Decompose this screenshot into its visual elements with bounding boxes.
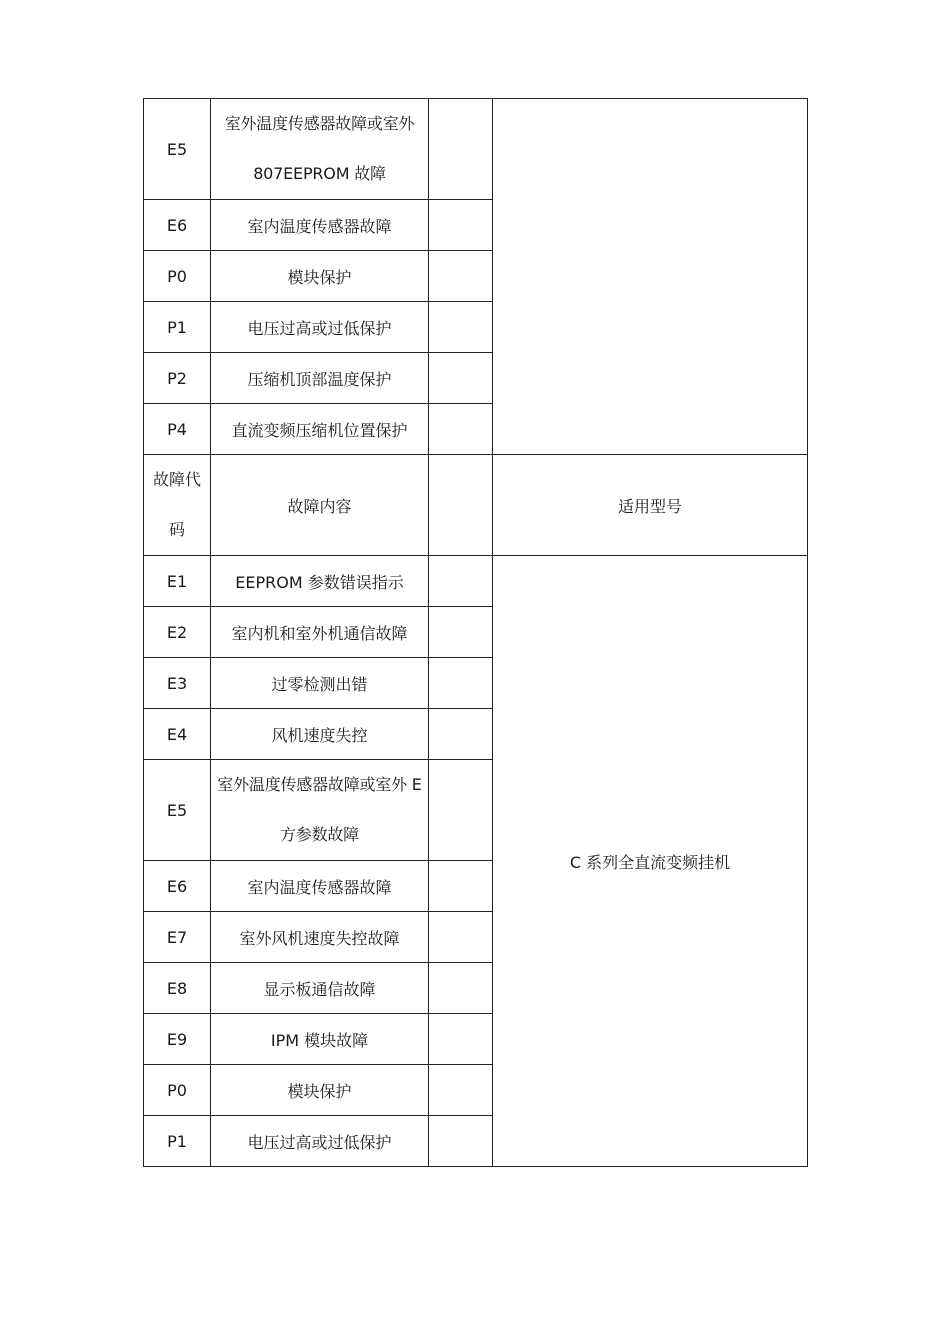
fault-content-text: 室外温度传感器故障或室外 E 方参数故障 bbox=[217, 775, 422, 844]
blank-cell bbox=[429, 353, 493, 404]
blank-cell bbox=[429, 251, 493, 302]
fault-content-cell: IPM 模块故障 bbox=[211, 1014, 429, 1065]
blank-cell bbox=[429, 556, 493, 607]
fault-content-cell: EEPROM 参数错误指示 bbox=[211, 556, 429, 607]
fault-code-cell: E1 bbox=[144, 556, 211, 607]
fault-code-cell: P0 bbox=[144, 1065, 211, 1116]
fault-code-cell: E9 bbox=[144, 1014, 211, 1065]
fault-code-cell: P1 bbox=[144, 302, 211, 353]
fault-content-cell: 模块保护 bbox=[211, 251, 429, 302]
fault-content-cell bbox=[211, 760, 429, 861]
blank-cell bbox=[429, 709, 493, 760]
blank-cell bbox=[429, 912, 493, 963]
fault-content-cell: 显示板通信故障 bbox=[211, 963, 429, 1014]
blank-cell bbox=[429, 861, 493, 912]
fault-content-cell: 风机速度失控 bbox=[211, 709, 429, 760]
fault-content-cell: 室内温度传感器故障 bbox=[211, 861, 429, 912]
fault-code-cell: E3 bbox=[144, 658, 211, 709]
table-row bbox=[144, 99, 808, 200]
fault-code-table bbox=[143, 98, 808, 1167]
blank-cell bbox=[429, 1116, 493, 1167]
fault-content-cell: 室内机和室外机通信故障 bbox=[211, 607, 429, 658]
blank-cell bbox=[429, 302, 493, 353]
blank-cell bbox=[429, 99, 493, 200]
fault-code-cell: E6 bbox=[144, 861, 211, 912]
table-header-row bbox=[144, 455, 808, 556]
fault-content-cell: 室外风机速度失控故障 bbox=[211, 912, 429, 963]
fault-code-cell: P0 bbox=[144, 251, 211, 302]
table-row bbox=[144, 556, 808, 607]
blank-cell bbox=[429, 963, 493, 1014]
fault-content-cell bbox=[211, 99, 429, 200]
blank-cell bbox=[429, 658, 493, 709]
header-code-text: 故障代 码 bbox=[152, 470, 201, 539]
header-code-cell bbox=[144, 455, 211, 556]
header-model-cell: 适用型号 bbox=[493, 455, 808, 556]
blank-cell bbox=[429, 200, 493, 251]
model-cell: C 系列全直流变频挂机 bbox=[493, 556, 808, 1167]
fault-code-cell: P2 bbox=[144, 353, 211, 404]
fault-code-cell: E8 bbox=[144, 963, 211, 1014]
fault-content-cell: 直流变频压缩机位置保护 bbox=[211, 404, 429, 455]
blank-cell bbox=[429, 455, 493, 556]
blank-cell bbox=[429, 1065, 493, 1116]
fault-code-cell: E2 bbox=[144, 607, 211, 658]
fault-content-cell: 过零检测出错 bbox=[211, 658, 429, 709]
fault-code-cell: E7 bbox=[144, 912, 211, 963]
fault-content-cell: 模块保护 bbox=[211, 1065, 429, 1116]
fault-code-cell: P4 bbox=[144, 404, 211, 455]
blank-cell bbox=[429, 1014, 493, 1065]
blank-cell bbox=[429, 760, 493, 861]
blank-cell bbox=[429, 607, 493, 658]
fault-content-cell: 压缩机顶部温度保护 bbox=[211, 353, 429, 404]
fault-code-cell: E4 bbox=[144, 709, 211, 760]
fault-content-cell: 电压过高或过低保护 bbox=[211, 1116, 429, 1167]
model-cell-empty bbox=[493, 99, 808, 455]
fault-code-cell: E6 bbox=[144, 200, 211, 251]
fault-code-cell: P1 bbox=[144, 1116, 211, 1167]
fault-content-text: 室外温度传感器故障或室外 807EEPROM 故障 bbox=[224, 114, 415, 183]
fault-code-cell: E5 bbox=[144, 760, 211, 861]
fault-content-cell: 室内温度传感器故障 bbox=[211, 200, 429, 251]
fault-content-cell: 电压过高或过低保护 bbox=[211, 302, 429, 353]
header-content-cell: 故障内容 bbox=[211, 455, 429, 556]
blank-cell bbox=[429, 404, 493, 455]
fault-code-cell: E5 bbox=[144, 99, 211, 200]
